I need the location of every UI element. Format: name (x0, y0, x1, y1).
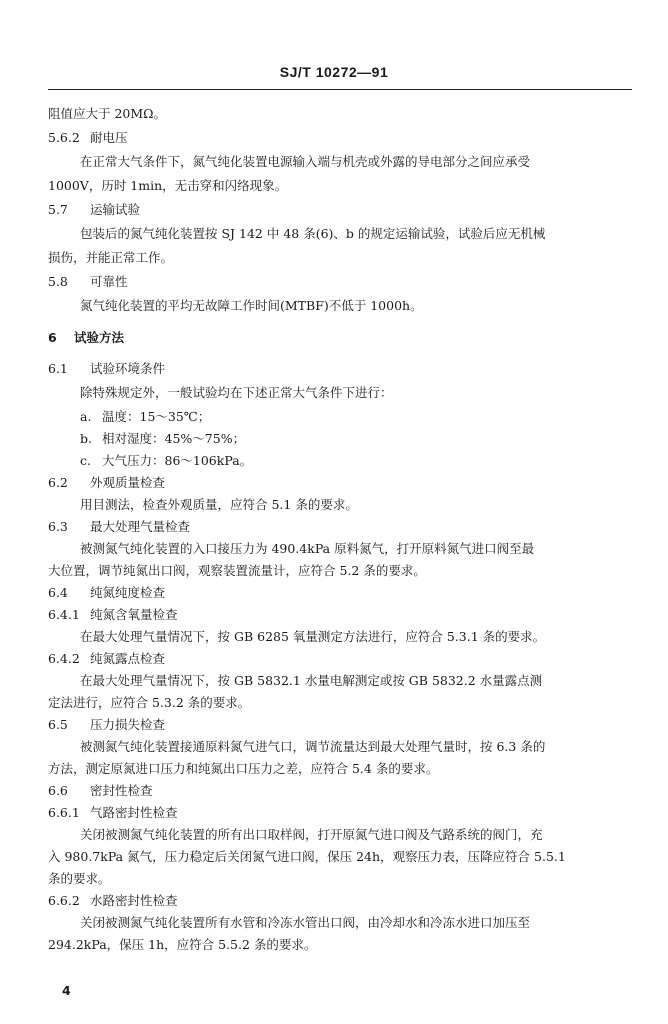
text-line: 阻值应大于 20MΩ。 (48, 106, 167, 121)
list-marker: b. (80, 431, 92, 446)
section-title: 耐电压 (90, 130, 128, 145)
list-marker: c. (80, 453, 91, 468)
section-6-6-1-heading (48, 805, 178, 821)
text-line: 关闭被测氮气纯化装置所有水管和冷冻水管出口阀，由冷却水和冷冻水进口加压至 (80, 915, 531, 930)
page-number: 4 (62, 983, 71, 998)
section-number: 5.7 (48, 202, 68, 217)
section-5-6-2-heading (48, 130, 128, 146)
text-line: 包装后的氮气纯化装置按 SJ 142 中 48 条(6)、b 的规定运输试验，试验后应无机械 (80, 226, 546, 241)
text-line: 除特殊规定外，一般试验均在下述正常大气条件下进行： (80, 385, 393, 400)
header-rule (48, 89, 632, 90)
list-item (80, 453, 252, 469)
section-title: 密封性检查 (90, 783, 153, 798)
section-number: 6.5 (48, 717, 68, 732)
section-6-heading (48, 330, 124, 346)
text-line: 方法，测定原氮进口压力和纯氮出口压力之差，应符合 5.4 条的要求。 (48, 761, 439, 776)
standard-code-header: SJ/T 10272—91 (279, 64, 389, 80)
section-number: 5.8 (48, 274, 68, 289)
section-6-1-heading (48, 361, 165, 377)
text-line: 被测氮气纯化装置接通原料氮气进气口，调节流量达到最大处理气量时，按 6.3 条的 (80, 739, 546, 754)
section-number: 6.4 (48, 585, 68, 600)
section-title: 运输试验 (90, 202, 141, 217)
list-text: 温度：15～35℃； (102, 409, 211, 424)
section-number: 6.3 (48, 519, 68, 534)
text-line: 在最大处理气量情况下，按 GB 5832.1 水量电解测定或按 GB 5832.2 水量露点测 (80, 673, 543, 688)
text-line: 1000V，历时 1min，无击穿和闪络现象。 (48, 178, 288, 193)
section-title: 可靠性 (90, 274, 128, 289)
text-line: 294.2kPa，保压 1h，应符合 5.5.2 条的要求。 (48, 937, 317, 952)
text-line: 损伤，并能正常工作。 (48, 250, 174, 265)
text-line: 氮气纯化装置的平均无故障工作时间(MTBF)不低于 1000h。 (80, 298, 423, 313)
section-title: 试验方法 (74, 330, 125, 345)
list-item (80, 409, 210, 425)
list-text: 相对湿度：45%～75%； (102, 431, 246, 446)
section-5-7-heading (48, 202, 140, 218)
section-title: 外观质量检查 (90, 475, 166, 490)
text-line: 条的要求。 (48, 871, 111, 886)
section-6-6-2-heading (48, 893, 178, 909)
section-title: 纯氮纯度检查 (90, 585, 166, 600)
section-number: 6.1 (48, 361, 68, 376)
section-5-8-heading (48, 274, 128, 290)
section-number: 6.2 (48, 475, 68, 490)
section-6-4-1-heading (48, 607, 178, 623)
list-text: 大气压力：86～106kPa。 (102, 453, 253, 468)
section-6-4-2-heading (48, 651, 165, 667)
section-number: 5.6.2 (48, 130, 80, 145)
text-line: 被测氮气纯化装置的入口接压力为 490.4kPa 原料氮气，打开原料氮气进口阀至最 (80, 541, 535, 556)
section-title: 压力损失检查 (90, 717, 166, 732)
section-number: 6.4.2 (48, 651, 80, 666)
section-number: 6 (48, 330, 57, 345)
list-item (80, 431, 245, 447)
section-title: 纯氮含氧量检查 (90, 607, 178, 622)
text-line: 大位置，调节纯氮出口阀，观察装置流量计，应符合 5.2 条的要求。 (48, 563, 426, 578)
section-6-6-heading (48, 783, 153, 799)
section-number: 6.6.1 (48, 805, 80, 820)
text-line: 定法进行，应符合 5.3.2 条的要求。 (48, 695, 251, 710)
section-number: 6.6 (48, 783, 68, 798)
section-title: 纯氮露点检查 (90, 651, 166, 666)
section-6-4-heading (48, 585, 165, 601)
text-line: 在最大处理气量情况下，按 GB 6285 氧量测定方法进行，应符合 5.3.1 条的要求。 (80, 629, 546, 644)
section-6-3-heading (48, 519, 190, 535)
section-6-5-heading (48, 717, 165, 733)
section-number: 6.4.1 (48, 607, 80, 622)
section-title: 试验环境条件 (90, 361, 166, 376)
section-number: 6.6.2 (48, 893, 80, 908)
section-title: 最大处理气量检查 (90, 519, 191, 534)
text-line: 用目测法，检查外观质量，应符合 5.1 条的要求。 (80, 497, 358, 512)
text-line: 入 980.7kPa 氮气，压力稳定后关闭氮气进口阀，保压 24h，观察压力表，压降应符合 5.5.1 (48, 849, 566, 864)
text-line: 在正常大气条件下，氮气纯化装置电源输入端与机壳或外露的导电部分之间应承受 (80, 154, 531, 169)
text-line: 关闭被测氮气纯化装置的所有出口取样阀，打开原氮气进口阀及气路系统的阀门，充 (80, 827, 543, 842)
section-title: 气路密封性检查 (90, 805, 178, 820)
section-title: 水路密封性检查 (90, 893, 178, 908)
list-marker: a. (80, 409, 92, 424)
section-6-2-heading (48, 475, 165, 491)
